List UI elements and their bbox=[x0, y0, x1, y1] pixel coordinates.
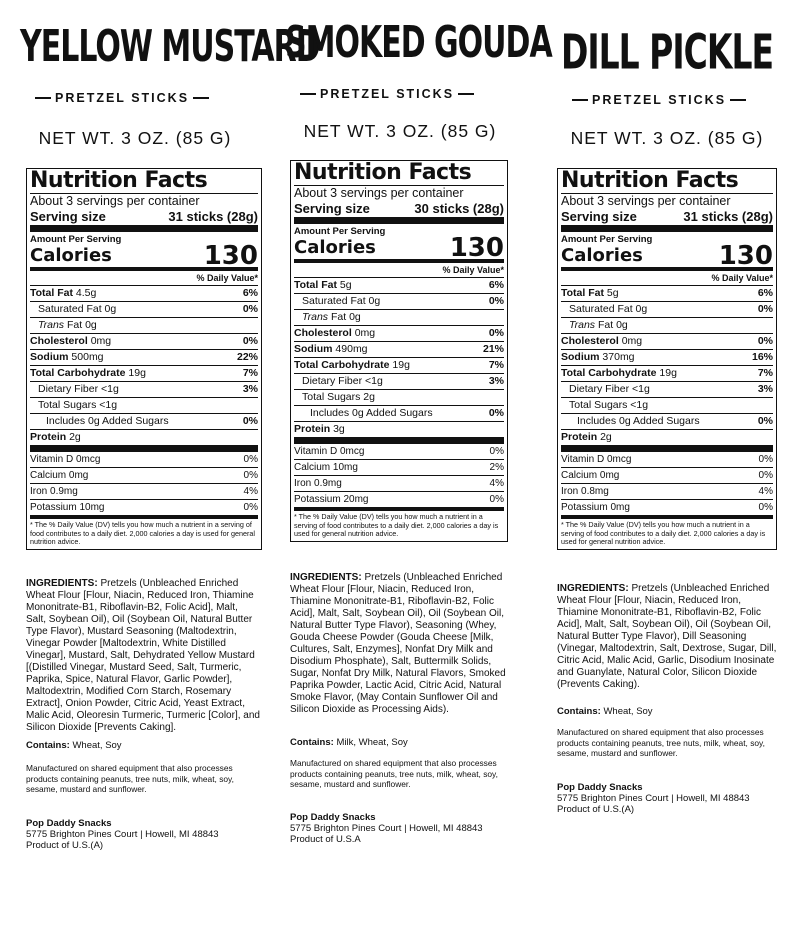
calories-row bbox=[30, 241, 258, 271]
nutrition-facts-heading: Nutrition Facts bbox=[294, 161, 504, 186]
label-panel-smoked-gouda bbox=[285, 0, 552, 928]
serving-size-value: 30 sticks (28g) bbox=[414, 201, 504, 216]
net-weight: NET WT. 3 OZ. (85 G) bbox=[570, 128, 764, 148]
product-title: YELLOW MUSTARD bbox=[20, 21, 320, 73]
calories-value: 130 bbox=[718, 241, 773, 271]
sugars-row: Total Sugars <1g bbox=[30, 398, 258, 414]
trans-fat-row: Trans Fat 0g bbox=[561, 318, 773, 334]
servings-per-container: About 3 servings per container bbox=[294, 186, 464, 200]
added-sugars-row: Includes 0g Added Sugars 0% bbox=[294, 406, 504, 422]
cholesterol-row: Cholesterol 0mg 0% bbox=[561, 334, 773, 350]
amount-per-serving: Amount Per Serving bbox=[561, 234, 653, 245]
nutrition-facts-heading: Nutrition Facts bbox=[561, 169, 773, 194]
cholesterol-row: Cholesterol 0mg 0% bbox=[294, 326, 504, 342]
potassium-row: Potassium 0mg 0% bbox=[561, 500, 773, 519]
calories-label: Calories bbox=[294, 237, 376, 258]
subtitle-text: PRETZEL STICKS bbox=[55, 91, 190, 105]
net-weight: NET WT. 3 OZ. (85 G) bbox=[303, 121, 497, 141]
saturated-fat-row: Saturated Fat 0g 0% bbox=[294, 294, 504, 310]
nutrition-facts-panel bbox=[557, 168, 777, 550]
iron-row: Iron 0.9mg 4% bbox=[30, 484, 258, 500]
nutrition-facts-heading: Nutrition Facts bbox=[30, 169, 258, 194]
company-address-block bbox=[290, 812, 483, 845]
potassium-row: Potassium 20mg 0% bbox=[294, 492, 504, 511]
total-fat-row: Total Fat 4.5g 6% bbox=[30, 286, 258, 302]
added-sugars-row: Includes 0g Added Sugars 0% bbox=[561, 414, 773, 430]
protein-row: Protein 3g bbox=[294, 422, 504, 444]
serving-size bbox=[561, 209, 773, 232]
vitamin-d-row: Vitamin D 0mcg 0% bbox=[294, 444, 504, 460]
calories-value: 130 bbox=[449, 233, 504, 263]
product-origin: Product of U.S.(A) bbox=[557, 804, 635, 815]
company-address-block bbox=[557, 782, 750, 815]
daily-value-header: % Daily Value* bbox=[561, 271, 773, 286]
servings-per-container: About 3 servings per container bbox=[30, 194, 200, 208]
calcium-row: Calcium 0mg 0% bbox=[30, 468, 258, 484]
saturated-fat-row: Saturated Fat 0g 0% bbox=[561, 302, 773, 318]
daily-value-header: % Daily Value* bbox=[294, 263, 504, 278]
company-address: 5775 Brighton Pines Court | Howell, MI 48843 bbox=[26, 829, 219, 840]
daily-value-footnote: * The % Daily Value (DV) tells you how much a nutrient in a serving of food contributes to a daily diet. 2,000 calories a day is used for general nutrition advice. bbox=[294, 512, 499, 539]
serving-size-label: Serving size bbox=[561, 209, 637, 224]
allergens-contains: Contains: Wheat, Soy bbox=[26, 740, 122, 751]
iron-row: Iron 0.9mg 4% bbox=[294, 476, 504, 492]
calories-row bbox=[294, 233, 504, 263]
product-subtitle bbox=[300, 87, 474, 101]
fiber-row: Dietary Fiber <1g 3% bbox=[294, 374, 504, 390]
calories-row bbox=[561, 241, 773, 271]
sugars-row: Total Sugars <1g bbox=[561, 398, 773, 414]
calories-value: 130 bbox=[203, 241, 258, 271]
saturated-fat-row: Saturated Fat 0g 0% bbox=[30, 302, 258, 318]
sodium-row: Sodium 370mg 16% bbox=[561, 350, 773, 366]
carbohydrate-row: Total Carbohydrate 19g 7% bbox=[561, 366, 773, 382]
iron-row: Iron 0.8mg 4% bbox=[561, 484, 773, 500]
company-address-block bbox=[26, 818, 219, 851]
subtitle-text: PRETZEL STICKS bbox=[592, 93, 727, 107]
trans-fat-row: Trans Fat 0g bbox=[294, 310, 504, 326]
vitamin-d-row: Vitamin D 0mcg 0% bbox=[30, 452, 258, 468]
daily-value-footnote: * The % Daily Value (DV) tells you how much a nutrient in a serving of food contributes to a daily diet. 2,000 calories a day is used for general nutrition advice. bbox=[561, 520, 766, 547]
product-title: DILL PICKLE bbox=[560, 23, 774, 81]
daily-value-footnote: * The % Daily Value (DV) tells you how much a nutrient in a serving of food contributes to a daily diet. 2,000 calories a day is used for general nutrition advice. bbox=[30, 520, 255, 547]
added-sugars-row: Includes 0g Added Sugars 0% bbox=[30, 414, 258, 430]
serving-size-label: Serving size bbox=[30, 209, 106, 224]
nutrition-facts-panel bbox=[290, 160, 508, 542]
subtitle-rule-left bbox=[35, 97, 51, 99]
subtitle-rule-right bbox=[193, 97, 209, 99]
fiber-row: Dietary Fiber <1g 3% bbox=[561, 382, 773, 398]
daily-value-header: % Daily Value* bbox=[30, 271, 258, 286]
serving-size-label: Serving size bbox=[294, 201, 370, 216]
company-name: Pop Daddy Snacks bbox=[26, 818, 112, 829]
serving-size-value: 31 sticks (28g) bbox=[683, 209, 773, 224]
product-origin: Product of U.S.A bbox=[290, 834, 361, 845]
allergens-contains: Contains: Milk, Wheat, Soy bbox=[290, 737, 408, 748]
subtitle-text: PRETZEL STICKS bbox=[320, 87, 455, 101]
ingredients: INGREDIENTS: Pretzels (Unbleached Enriched Wheat Flour [Flour, Niacin, Reduced Iron, Thiamine Mononitrate-B1, Riboflavin-B2, Folic Acid], Malt, Salt, Soybean Oil), Oil (Soybean Oil, Natural Butter Type Flavor), Seasoning (Whey, Gouda Cheese Powder (Gouda Cheese [Milk, Cultures, Salt, Enzymes], Nonfat Dry Milk and Disodium Phosphate), Salt, Buttermilk Solids, Sugar, Nonfat Dry Milk, Natural Flavors, Smoked Paprika Powder, Lactic Acid, Citric Acid, Natural Smoke Flavor, (May Contain Sunflower Oil and Silicon Dioxide as Processing Aids). bbox=[290, 572, 506, 715]
protein-row: Protein 2g bbox=[30, 430, 258, 452]
company-address: 5775 Brighton Pines Court | Howell, MI 48843 bbox=[290, 823, 483, 834]
vitamin-d-row: Vitamin D 0mcg 0% bbox=[561, 452, 773, 468]
fiber-row: Dietary Fiber <1g 3% bbox=[30, 382, 258, 398]
subtitle-rule-right bbox=[730, 99, 746, 101]
carbohydrate-row: Total Carbohydrate 19g 7% bbox=[30, 366, 258, 382]
sodium-row: Sodium 490mg 21% bbox=[294, 342, 504, 358]
company-name: Pop Daddy Snacks bbox=[557, 782, 643, 793]
calories-label: Calories bbox=[561, 245, 643, 266]
subtitle-rule-right bbox=[458, 93, 474, 95]
ingredients: INGREDIENTS: Pretzels (Unbleached Enriched Wheat Flour [Flour, Niacin, Reduced Iron, Thiamine Mononitrate-B1, Riboflavin-B2, Folic Acid], Malt, Salt, Soybean Oil), Oil (Soybean Oil, Natural Butter Type Flavor), Dill Seasoning (Vinegar, Maltodextrin, Salt, Dextrose, Sugar, Dill, Citric Acid, Malic Acid, Garlic, Disodium Inosinate and Guanylate, Natural Color, Silicon Dioxide (Prevents Caking). bbox=[557, 583, 777, 690]
protein-row: Protein 2g bbox=[561, 430, 773, 452]
serving-size bbox=[294, 201, 504, 224]
serving-size bbox=[30, 209, 258, 232]
nutrition-facts-panel bbox=[26, 168, 262, 550]
product-subtitle bbox=[35, 91, 209, 105]
product-subtitle bbox=[572, 93, 746, 107]
ingredients: INGREDIENTS: Pretzels (Unbleached Enriched Wheat Flour [Flour, Niacin, Reduced Iron, Thiamine Mononitrate-B1, Riboflavin-B2, Folic Acid], Malt, Salt, Soybean Oil), Oil (Soybean Oil, Natural Butter Type Flavor), Mustard Seasoning (Maltodextrin, Vinegar Powder [Maltodextrin, White Distilled Vinegar], Mustard, Salt, Dehydrated Yellow Mustard [(Distilled Vinegar, Mustard Seed, Salt, Turmeric, Paprika, Spice, Natural Flavor, Garlic Powder], Maltodextrin, Modified Corn Starch, Rosemary Extract], Onion Powder, Citric Acid, Yeast Extract, Malic Acid, Oleoresin Turmeric, Turmeric [Color], and Silicon Dioxide [Prevents Caking]. bbox=[26, 578, 260, 733]
total-fat-row: Total Fat 5g 6% bbox=[294, 278, 504, 294]
label-panel-dill-pickle bbox=[552, 0, 800, 928]
potassium-row: Potassium 10mg 0% bbox=[30, 500, 258, 519]
shared-equipment-notice: Manufactured on shared equipment that also processes products containing peanuts, tree nuts, milk, wheat, soy, sesame, mustard and sunflower. bbox=[557, 727, 765, 758]
cholesterol-row: Cholesterol 0mg 0% bbox=[30, 334, 258, 350]
carbohydrate-row: Total Carbohydrate 19g 7% bbox=[294, 358, 504, 374]
calcium-row: Calcium 0mg 0% bbox=[561, 468, 773, 484]
product-origin: Product of U.S.(A) bbox=[26, 840, 104, 851]
servings-per-container: About 3 servings per container bbox=[561, 194, 731, 208]
product-title: SMOKED GOUDA bbox=[285, 17, 552, 69]
amount-per-serving: Amount Per Serving bbox=[30, 234, 122, 245]
allergens-contains: Contains: Wheat, Soy bbox=[557, 706, 653, 717]
calcium-row: Calcium 10mg 2% bbox=[294, 460, 504, 476]
sodium-row: Sodium 500mg 22% bbox=[30, 350, 258, 366]
shared-equipment-notice: Manufactured on shared equipment that also processes products containing peanuts, tree nuts, milk, wheat, soy, sesame, mustard and sunflower. bbox=[26, 763, 234, 794]
shared-equipment-notice: Manufactured on shared equipment that also processes products containing peanuts, tree nuts, milk, wheat, soy, sesame, mustard and sunflower. bbox=[290, 758, 498, 789]
sugars-row: Total Sugars 2g bbox=[294, 390, 504, 406]
total-fat-row: Total Fat 5g 6% bbox=[561, 286, 773, 302]
amount-per-serving: Amount Per Serving bbox=[294, 226, 386, 237]
net-weight: NET WT. 3 OZ. (85 G) bbox=[38, 128, 232, 148]
calories-label: Calories bbox=[30, 245, 112, 266]
company-name: Pop Daddy Snacks bbox=[290, 812, 376, 823]
trans-fat-row: Trans Fat 0g bbox=[30, 318, 258, 334]
subtitle-rule-left bbox=[300, 93, 316, 95]
serving-size-value: 31 sticks (28g) bbox=[168, 209, 258, 224]
company-address: 5775 Brighton Pines Court | Howell, MI 48843 bbox=[557, 793, 750, 804]
subtitle-rule-left bbox=[572, 99, 588, 101]
